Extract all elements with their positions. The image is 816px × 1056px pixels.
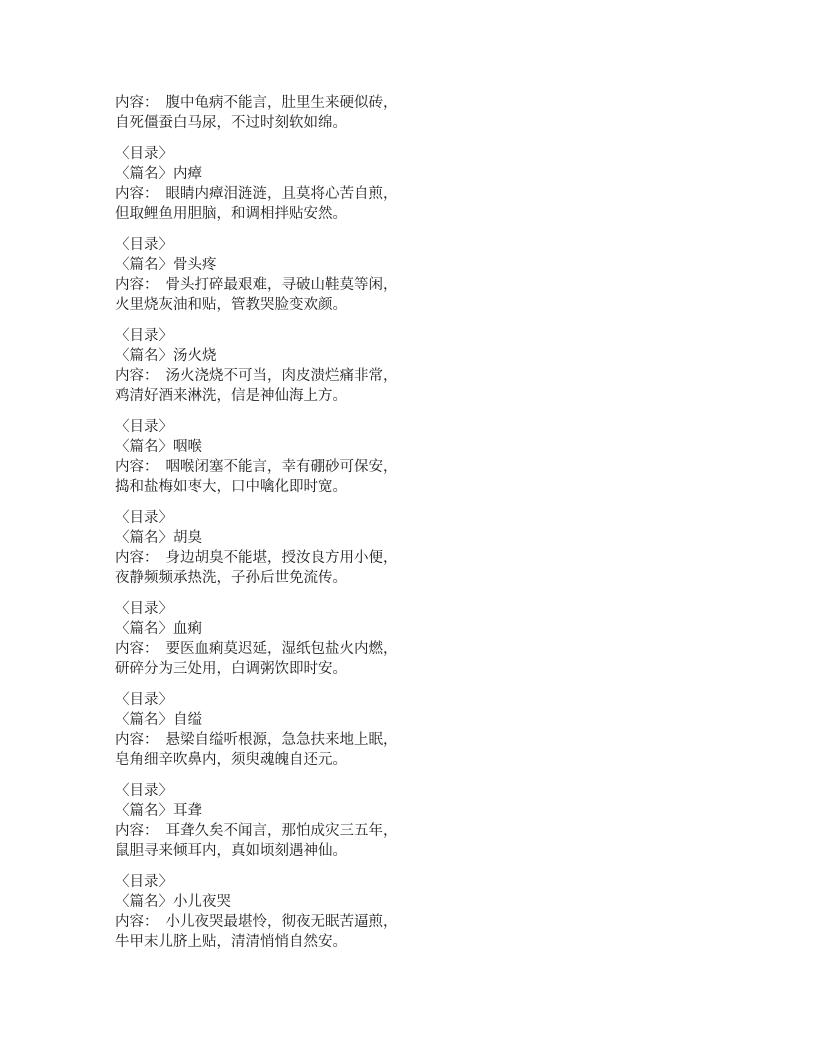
content-label: 内容：	[115, 732, 159, 748]
content-label: 内容：	[115, 277, 159, 293]
toc-tag: 〈目录〉	[115, 419, 173, 435]
verse-text: 腹中龟病不能言，肚里生来硬似砖，	[165, 95, 398, 111]
content-label: 内容：	[115, 641, 159, 657]
toc-tag: 〈目录〉	[115, 874, 173, 890]
verse-text: 眼睛内瘴泪涟涟，且莫将心苦自煎，	[165, 186, 398, 202]
entry-block	[115, 235, 675, 315]
entry-title: 内瘴	[173, 166, 202, 182]
toc-tag: 〈目录〉	[115, 146, 173, 162]
leading-verse-block	[115, 93, 675, 133]
verse-text: 汤火浇烧不可当，肉皮溃烂痛非常，	[165, 368, 398, 384]
content-label: 内容：	[115, 459, 159, 475]
toc-tag: 〈目录〉	[115, 328, 173, 344]
verse-line-1	[115, 730, 675, 750]
verse-line-2: 鸡清好酒来淋洗，信是神仙海上方。	[115, 388, 347, 404]
entry-title-line	[115, 892, 675, 912]
verse-text: 身边胡臭不能堪，授汝良方用小便，	[165, 550, 398, 566]
verse-text: 要医血痢莫迟延，湿纸包盐火内燃，	[165, 641, 398, 657]
entry-title: 小儿夜哭	[173, 894, 231, 910]
verse-line-2: 夜静频频承热洗，子孙后世免流传。	[115, 570, 347, 586]
verse-line-2: 火里烧灰油和贴，管教哭脸变欢颜。	[115, 297, 347, 313]
toc-tag: 〈目录〉	[115, 601, 173, 617]
toc-tag: 〈目录〉	[115, 510, 173, 526]
verse-line-2: 研碎分为三处用，白调粥饮即时安。	[115, 661, 347, 677]
title-tag: 〈篇名〉	[115, 530, 173, 546]
document-body	[115, 93, 675, 963]
entry-title-line	[115, 619, 675, 639]
verse-text: 骨头打碎最艰难，寻破山鞋莫等闲，	[165, 277, 398, 293]
title-tag: 〈篇名〉	[115, 712, 173, 728]
verse-line-1	[115, 548, 675, 568]
entry-title: 咽喉	[173, 439, 202, 455]
entry-title: 胡臭	[173, 530, 202, 546]
entry-title-line	[115, 710, 675, 730]
entry-block	[115, 326, 675, 406]
title-tag: 〈篇名〉	[115, 166, 173, 182]
verse-text: 小儿夜哭最堪怜，彻夜无眠苦逼煎，	[165, 914, 398, 930]
verse-line-2: 牛甲末儿脐上贴，清清悄悄自然安。	[115, 934, 347, 950]
verse-line-1	[115, 457, 675, 477]
verse-text: 耳聋久矣不闻言，那怕成灾三五年，	[165, 823, 398, 839]
entry-block	[115, 599, 675, 679]
content-label: 内容：	[115, 914, 159, 930]
entry-title-line	[115, 164, 675, 184]
title-tag: 〈篇名〉	[115, 621, 173, 637]
verse-text: 悬梁自缢听根源，急急扶来地上眠，	[165, 732, 398, 748]
verse-line-2: 皂角细辛吹鼻内，须臾魂魄自还元。	[115, 752, 347, 768]
verse-line-2: 但取鲤鱼用胆脑，和调相拌贴安然。	[115, 206, 347, 222]
verse-line-1	[115, 93, 675, 113]
content-label: 内容：	[115, 186, 159, 202]
entry-title: 汤火烧	[173, 348, 217, 364]
entry-title-line	[115, 437, 675, 457]
content-label: 内容：	[115, 95, 159, 111]
toc-tag: 〈目录〉	[115, 692, 173, 708]
verse-line-1	[115, 184, 675, 204]
verse-line-1	[115, 912, 675, 932]
entry-title-line	[115, 528, 675, 548]
entry-block	[115, 508, 675, 588]
entry-title-line	[115, 346, 675, 366]
entry-title: 自缢	[173, 712, 202, 728]
verse-line-1	[115, 639, 675, 659]
title-tag: 〈篇名〉	[115, 257, 173, 273]
verse-line-2: 捣和盐梅如枣大，口中噙化即时宽。	[115, 479, 347, 495]
content-label: 内容：	[115, 550, 159, 566]
entry-block	[115, 690, 675, 770]
entry-block	[115, 144, 675, 224]
entry-block	[115, 417, 675, 497]
verse-line-1	[115, 821, 675, 841]
entry-title-line	[115, 801, 675, 821]
verse-line-1	[115, 366, 675, 386]
title-tag: 〈篇名〉	[115, 439, 173, 455]
entry-block	[115, 872, 675, 952]
verse-line-1	[115, 275, 675, 295]
title-tag: 〈篇名〉	[115, 894, 173, 910]
entry-title: 血痢	[173, 621, 202, 637]
verse-text: 咽喉闭塞不能言，幸有硼砂可保安，	[165, 459, 398, 475]
entry-block	[115, 781, 675, 861]
title-tag: 〈篇名〉	[115, 348, 173, 364]
verse-line-2: 自死僵蚕白马尿，不过时刻软如绵。	[115, 115, 347, 131]
toc-tag: 〈目录〉	[115, 783, 173, 799]
entry-title: 耳聋	[173, 803, 202, 819]
verse-line-2: 鼠胆寻来倾耳内，真如顷刻遇神仙。	[115, 843, 347, 859]
entry-title: 骨头疼	[173, 257, 217, 273]
content-label: 内容：	[115, 368, 159, 384]
content-label: 内容：	[115, 823, 159, 839]
title-tag: 〈篇名〉	[115, 803, 173, 819]
toc-tag: 〈目录〉	[115, 237, 173, 253]
entry-title-line	[115, 255, 675, 275]
